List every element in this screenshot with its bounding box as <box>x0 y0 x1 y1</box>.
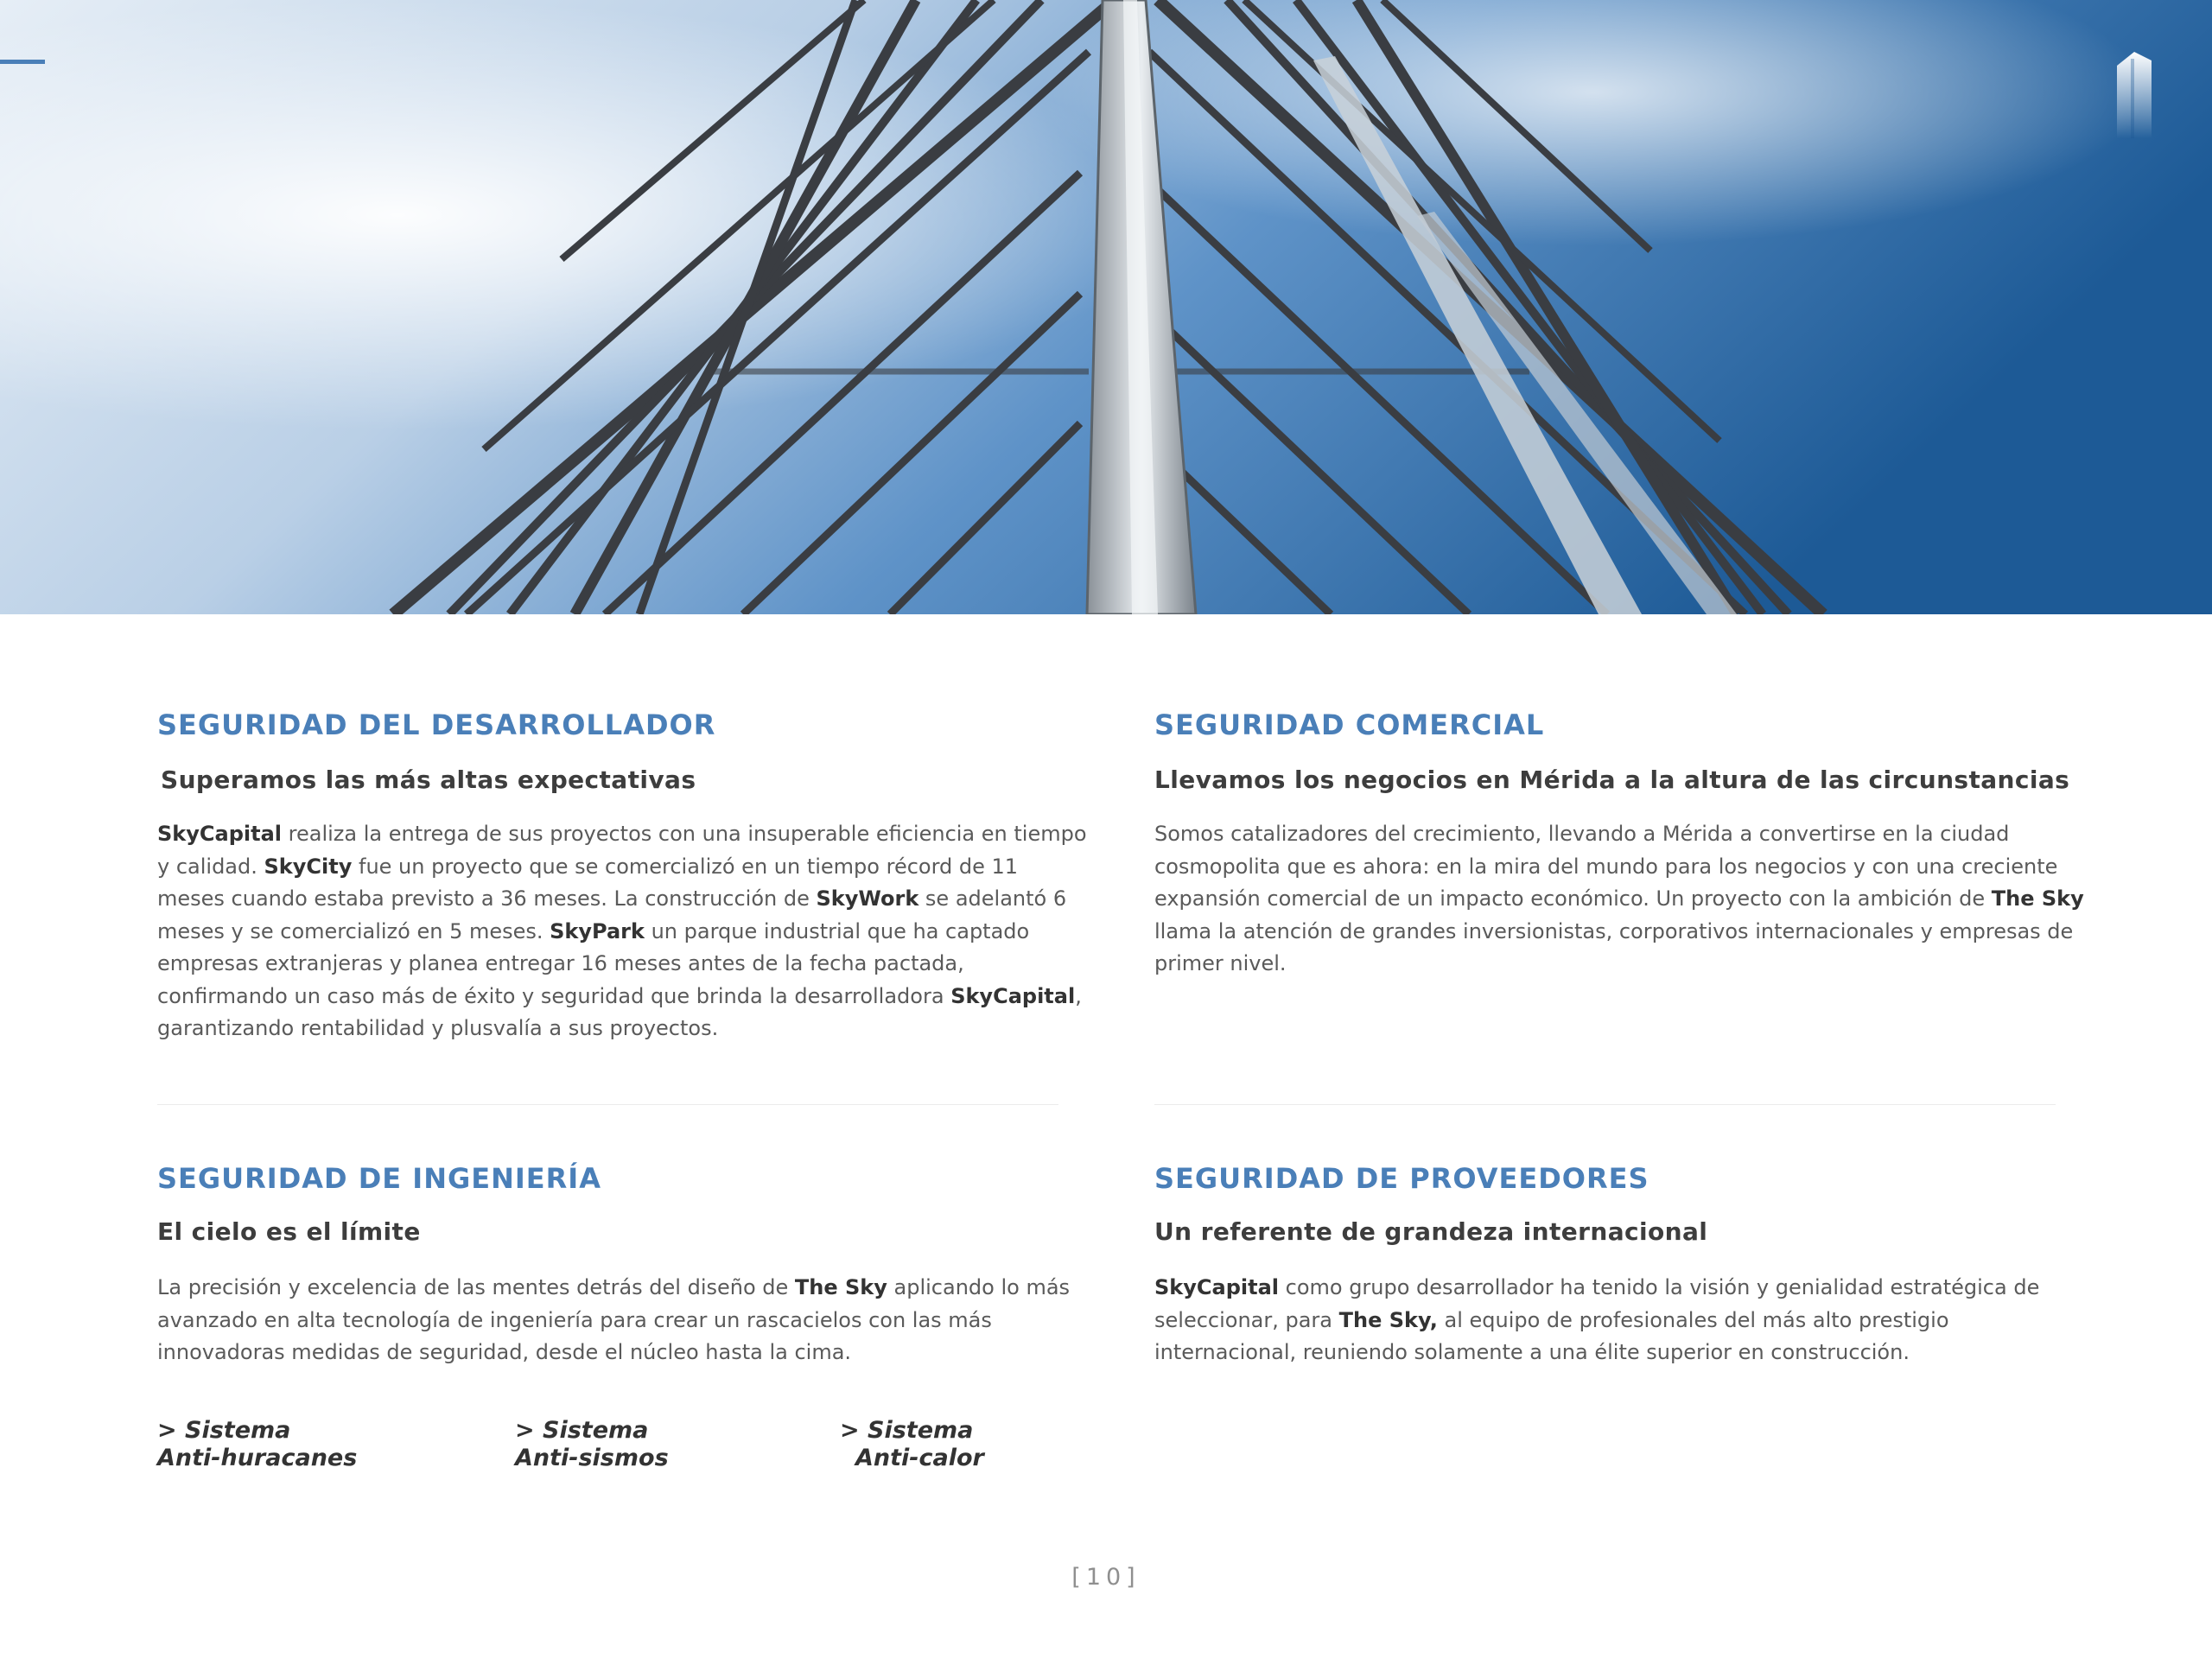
feature-label: Anti-calor <box>855 1445 984 1471</box>
feature-list <box>157 1417 1021 1477</box>
brand-name: The Sky <box>1991 886 2084 911</box>
section-title: SEGURIDAD COMERCIAL <box>1154 708 1545 741</box>
feature-label: Anti-sismos <box>515 1445 669 1471</box>
feature-label: > Sistema <box>515 1417 649 1444</box>
section-subtitle: Un referente de grandeza internacional <box>1154 1217 1708 1246</box>
feature-label: Anti-huracanes <box>157 1445 358 1471</box>
feature-label: > Sistema <box>840 1417 974 1444</box>
brand-name: SkyWork <box>816 886 919 911</box>
section-developer <box>157 708 1090 1045</box>
section-title: SEGURIDAD DEL DESARROLLADOR <box>157 708 716 741</box>
section-engineering <box>157 1162 1090 1369</box>
brand-name: SkyCity <box>264 854 353 879</box>
section-body: La precisión y excelencia de las mentes detrás del diseño de The Sky aplicando lo más avanzado en alta tecnología de ingeniería para crear un rascacielos con las más innovadoras medidas de seguridad, desde el núcleo hasta la cima. <box>157 1275 1071 1364</box>
section-subtitle: El cielo es el límite <box>157 1217 421 1246</box>
section-title: SEGURIDAD DE INGENIERÍA <box>157 1162 601 1195</box>
brand-name: SkyCapital <box>1154 1275 1279 1299</box>
accent-bar <box>0 60 45 64</box>
brand-name: SkyCapital <box>950 983 1076 1008</box>
brand-name: SkyCapital <box>157 822 282 846</box>
brand-name: The Sky, <box>1338 1307 1438 1332</box>
section-subtitle: Superamos las más altas expectativas <box>161 765 696 794</box>
section-commercial <box>1154 708 2088 981</box>
feature-item <box>157 1417 357 1472</box>
hero-image <box>0 0 2212 614</box>
section-divider <box>1154 1104 2056 1105</box>
section-divider <box>157 1104 1058 1105</box>
feature-item <box>515 1417 669 1472</box>
brand-name: The Sky <box>794 1275 887 1299</box>
section-body: SkyCapital realiza la entrega de sus proyectos con una insuperable eficiencia en tiempo y calidad. SkyCity fue un proyecto que se comercializó en un tiempo récord de 11 meses cuando estaba previsto a 36 meses. La construcción de SkyWork se adelantó 6 meses y se comercializó en 5 meses. SkyPark un parque industrial que ha captado empresas extranjeras y planea entregar 16 meses antes de la fecha pactada, confirmando un caso más de éxito y seguridad que brinda la desarrolladora SkyCapital, garantizando rentabilidad y plusvalía a sus proyectos. <box>157 822 1087 1040</box>
section-body: Somos catalizadores del crecimiento, llevando a Mérida a convertirse en la ciudad cosmopolita que es ahora: en la mira del mundo para los negocios y con una creciente expansión comercial de un impacto económico. Un proyecto con la ambición de The Sky llama la atención de grandes inversionistas, corporativos internacionales y empresas de primer nivel. <box>1154 822 2084 975</box>
section-suppliers <box>1154 1162 2088 1369</box>
page-number: [10] <box>1071 1564 1141 1591</box>
feature-item <box>840 1417 984 1472</box>
section-body: SkyCapital como grupo desarrollador ha tenido la visión y genialidad estratégica de seleccionar, para The Sky, al equipo de profesionales del más alto prestigio internacional, reuniendo solamente a una élite superior en construcción. <box>1154 1275 2040 1364</box>
building-logo-icon <box>2113 50 2155 138</box>
feature-label: > Sistema <box>157 1417 291 1444</box>
brand-name: SkyPark <box>550 918 645 943</box>
section-subtitle: Llevamos los negocios en Mérida a la altura de las circunstancias <box>1154 765 2070 794</box>
section-title: SEGURIDAD DE PROVEEDORES <box>1154 1162 1649 1195</box>
